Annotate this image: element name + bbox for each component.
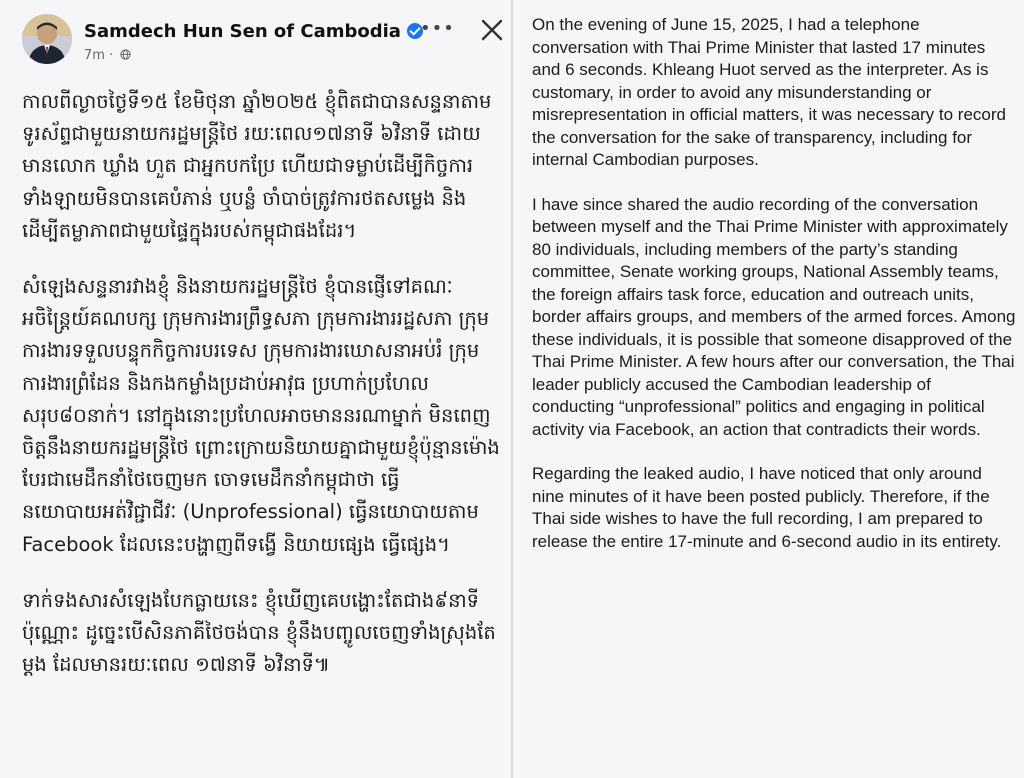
khmer-post-body [22, 86, 502, 705]
close-icon[interactable] [478, 16, 506, 44]
post-time[interactable]: 7m [84, 48, 105, 63]
english-translation-body [532, 14, 1016, 575]
english-paragraph: Regarding the leaked audio, I have noticed that only around nine minutes of it have been posted publicly. Therefore, if the Thai side wishes to have the full recording, I am prepared to release the entire 17-minute and 6-second audio in its entirety. [532, 464, 1002, 551]
post-meta: 7m · [84, 48, 131, 63]
khmer-paragraph: កាលពីល្ងាចថ្ងៃទី១៥ ខែមិថុនា ឆ្នាំ២០២៥ ខ្ញុំពិតជាបានសន្ទនាតាមទូរស័ព្ទជាមួយនាយករដ្ឋមន្ត្រីថៃ រយៈពេល១៧នាទី ៦វិនាទី ដោយមានលោក ឃ្លាំង ហួត ជាអ្នកបកប្រែ ហើយជាទម្លាប់ដើម្បីកិច្ចការទាំងឡាយមិនបានគេបំភាន់ ឬបន្លំ ចាំបាច់ត្រូវការថតសម្លេង និងដើម្បីតម្លាភាពជាមួយផ្ទៃក្នុងរបស់កម្ពុជាផងដែរ។ [22, 90, 492, 242]
english-paragraph: On the evening of June 15, 2025, I had a telephone conversation with Thai Prime Minister that lasted 17 minutes and 6 seconds. Khleang Huot served as the interpreter. As is customary, in order to avoid any misunderstanding or misrepresentation in official matters, it was necessary to record the conversation for the sake of transparency, including for internal Cambodian purposes. [532, 15, 1006, 169]
post-header [16, 8, 506, 70]
english-paragraph: I have since shared the audio recording of the conversation between myself and the Thai Prime Minister with approximately 80 individuals, including members of the party’s standing committee, Senate working groups, National Assembly teams, the foreign affairs task force, education and outreach units, border affairs groups, and members of the armed forces. Among these individuals, it is possible that someone disapproved of the Thai Prime Minister. A few hours after our conversation, the Thai leader publicly accused the Cambodian leadership of conducting “unprofessional” politics and engaging in political activity via Facebook, an action that contradicts their words. [532, 194, 1016, 439]
more-options-icon[interactable]: ••• [420, 18, 455, 39]
english-translation-panel [513, 0, 1024, 778]
globe-icon [120, 49, 131, 60]
author-name-text[interactable]: Samdech Hun Sen of Cambodia [84, 21, 401, 42]
avatar[interactable] [22, 14, 72, 64]
khmer-paragraph: ទាក់ទងសារសំឡេងបែកធ្លាយនេះ ខ្ញុំឃើញគេបង្ហោះតែជាង៩នាទីប៉ុណ្ណោះ ដូច្នេះបើសិនភាគីថៃចង់បាន ខ្ញុំនឹងបញ្ចូលចេញទាំងស្រុងតែម្តង ដែលមានរយៈពេល ១៧នាទី ៦វិនាទី៕ [22, 588, 496, 677]
author-name[interactable] [84, 21, 423, 42]
khmer-post-panel [0, 0, 511, 778]
khmer-paragraph: សំឡេងសន្ទនារវាងខ្ញុំ និងនាយករដ្ឋមន្ត្រីថៃ ខ្ញុំបានផ្ញើទៅគណៈអចិន្ត្រៃយ៍គណបក្ស ក្រុមការងារព្រឹទ្ធសភា ក្រុមការងាររដ្ឋសភា ក្រុមការងារទទួលបន្ទុកកិច្ចការបរទេស ក្រុមការងារឃោសនាអប់រំ ក្រុមការងារព្រំដែន និងកងកម្លាំងប្រដាប់អាវុធ ប្រហាក់ប្រហែលសរុប៨០នាក់។ នៅក្នុងនោះប្រហែលអាចមាននរណាម្នាក់ មិនពេញចិត្តនឹងនាយករដ្ឋមន្ត្រីថៃ ព្រោះក្រោយនិយាយគ្នាជាមួយខ្ញុំប៉ុន្មានម៉ោង បែរជាមេដឹកនាំថៃចេញមក ចោទមេដឹកនាំកម្ពុជាថា ធ្វើនយោបាយអត់វិជ្ជាជីវៈ (Unprofessional) ធ្វើនយោបាយតាម Facebook ដែលនេះបង្ហាញពីទង្វើ និយាយផ្សេង ធ្វើផ្សេង។ [22, 275, 500, 556]
